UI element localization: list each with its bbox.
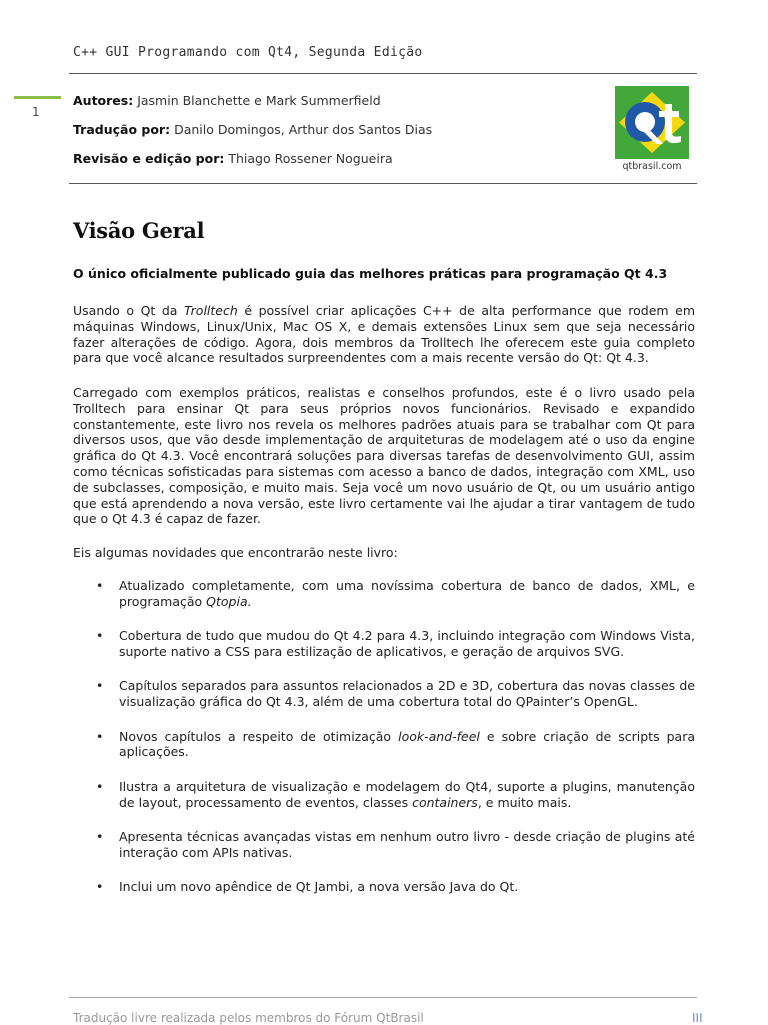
bullet-icon: •: [96, 879, 104, 895]
section-title: Visão Geral: [73, 218, 205, 243]
list-item: • Atualizado completamente, com uma novíssima cobertura de banco de dados, XML, e programação Qtopia.: [96, 578, 695, 609]
credits-divider: [69, 183, 697, 184]
section-subtitle: O único oficialmente publicado guia das melhores práticas para programação Qt 4.3: [73, 266, 668, 281]
credit-translation: [73, 121, 432, 150]
list-item: • Novos capítulos a respeito de otimização look-and-feel e sobre criação de scripts para aplicações.: [96, 728, 695, 760]
footer-credit: Tradução livre realizada pelos membros do Fórum QtBrasil: [73, 1011, 424, 1025]
credit-label: Autores:: [73, 93, 134, 108]
list-item: • Ilustra a arquitetura de visualização e modelagem do Qt4, suporte a plugins, manutenção de layout, processamento de eventos, classes containers, e muito mais.: [96, 778, 695, 810]
paragraph-description: Carregado com exemplos práticos, realistas e conselhos profundos, este é o livro usado pela Trolltech para ensinar Qt para seus próprios novos funcionários. Revisado e expandido constantemente, este livro nos revela os melhores padrões atuais para se trabalhar com Qt para diversos usos, que vão desde implementação de arquiteturas de modelagem até o uso da engine gráfica do Qt 4.3. Você encontrará soluções para diversas tarefas de desenvolvimento GUI, assim como técnicas sofisticadas para sistemas com acesso a banco de dados, integração com XML, uso de subclasses, composição, e muito mais. Seja você um novo usuário de Qt, ou um usuário antigo que está aprendendo a nova versão, este livro certamente vai lhe ajudar a tirar vantagem de tudo que o Qt 4.3 é capaz de fazer.: [73, 385, 695, 527]
running-header: C++ GUI Programando com Qt4, Segunda Edição: [73, 45, 423, 60]
credit-label: Tradução por:: [73, 122, 171, 137]
credit-value: Jasmin Blanchette e Mark Summerfield: [133, 93, 381, 108]
list-item: • Capítulos separados para assuntos relacionados a 2D e 3D, cobertura das novas classes de visualização gráfica do Qt 4.3, além de uma cobertura total do QPainter’s OpenGL.: [96, 678, 695, 710]
paragraph-list-intro: Eis algumas novidades que encontrarão neste livro:: [73, 545, 398, 560]
bullet-icon: •: [96, 578, 104, 593]
footer-divider: [69, 997, 697, 998]
header-divider: [69, 73, 697, 74]
qt-brasil-logo-icon: [615, 86, 689, 159]
bullet-icon: •: [96, 778, 104, 794]
feature-list: [73, 578, 695, 914]
page-marker-bar: [14, 96, 61, 99]
credit-revision: [73, 150, 432, 179]
credits-block: [73, 92, 432, 179]
credit-value: Thiago Rossener Nogueira: [224, 151, 393, 166]
bullet-icon: •: [96, 728, 104, 744]
footer-page-number: III: [692, 1011, 703, 1025]
bullet-icon: •: [96, 828, 104, 844]
emphasis-trolltech: Trolltech: [184, 303, 238, 318]
page-number: 1: [32, 105, 40, 119]
credit-label: Revisão e edição por:: [73, 151, 225, 166]
bullet-icon: •: [96, 628, 104, 644]
list-item: • Apresenta técnicas avançadas vistas em nenhum outro livro - desde criação de plugins até interação com APIs nativas.: [96, 828, 695, 860]
list-item: • Inclui um novo apêndice de Qt Jambi, a nova versão Java do Qt.: [96, 879, 519, 895]
bullet-icon: •: [96, 678, 104, 694]
credit-value: Danilo Domingos, Arthur dos Santos Dias: [170, 122, 433, 137]
credit-authors: [73, 92, 432, 121]
list-item: • Cobertura de tudo que mudou do Qt 4.2 para 4.3, incluindo integração com Windows Vista, suporte nativo a CSS para estilização de aplicativos, e geração de arquivos SVG.: [96, 628, 695, 659]
paragraph-intro: Usando o Qt da Trolltech é possível criar aplicações C++ de alta performance que rodem em máquinas Windows, Linux/Unix, Mac OS X, e demais extensões Linux sem que seja necessário fazer alterações de código. Agora, dois membros da Trolltech lhe oferecem este guia completo para que você alcance resultados surpreendentes com a mais recente versão do Qt: Qt 4.3.: [73, 303, 695, 366]
logo-caption: qtbrasil.com: [622, 161, 682, 172]
